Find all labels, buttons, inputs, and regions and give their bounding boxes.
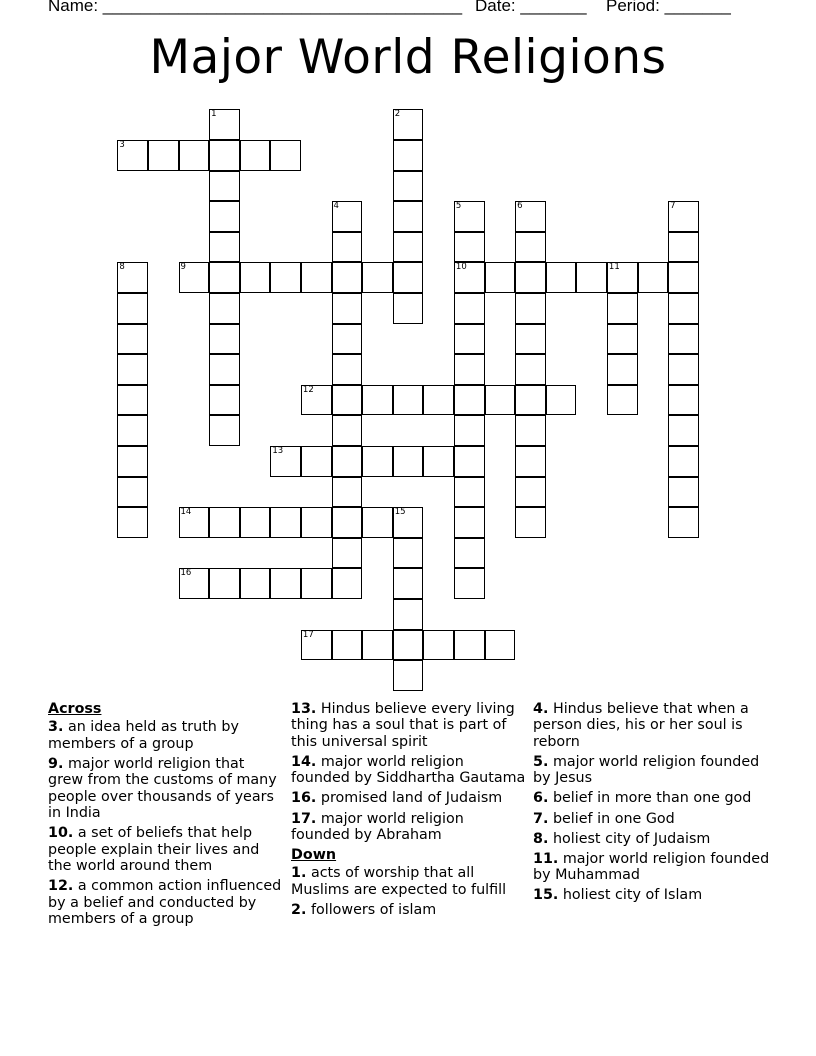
crossword-cell[interactable]: [332, 568, 363, 599]
crossword-cell[interactable]: [362, 385, 393, 416]
crossword-cell[interactable]: [454, 507, 485, 538]
clue-down-1: 1. acts of worship that all Muslims are expected to fulfill: [291, 865, 507, 898]
crossword-cell[interactable]: [117, 446, 148, 477]
crossword-cell[interactable]: [515, 354, 546, 385]
crossword-cell[interactable]: [454, 201, 485, 232]
clue-down-4: 4. Hindus believe that when a person dies, his or her soul is reborn: [533, 701, 749, 750]
crossword-cell[interactable]: [668, 477, 699, 508]
down-heading: Down: [291, 847, 337, 863]
crossword-cell[interactable]: [393, 140, 424, 171]
crossword-cell[interactable]: [179, 507, 210, 538]
crossword-cell[interactable]: [301, 385, 332, 416]
clue-number: 14: [180, 507, 192, 518]
crossword-cell[interactable]: [332, 477, 363, 508]
name-field-label[interactable]: Name: ______________________________________: [48, 0, 463, 15]
crossword-cell[interactable]: [332, 415, 363, 446]
crossword-cell[interactable]: [332, 538, 363, 569]
crossword-cell[interactable]: [393, 171, 424, 202]
crossword-cell[interactable]: [209, 171, 240, 202]
crossword-cell[interactable]: [240, 262, 271, 293]
crossword-cell[interactable]: [209, 262, 240, 293]
clue-across-13: 13. Hindus believe every living thing has a soul that is part of this universal spirit: [291, 701, 515, 750]
clues-column-1: [48, 701, 284, 931]
crossword-cell[interactable]: [301, 446, 332, 477]
crossword-cell[interactable]: [332, 630, 363, 661]
crossword-cell[interactable]: [515, 507, 546, 538]
crossword-cell[interactable]: [393, 599, 424, 630]
clue-down-8: 8. holiest city of Judaism: [533, 830, 711, 847]
crossword-cell[interactable]: [393, 262, 424, 293]
crossword-cell[interactable]: [179, 568, 210, 599]
crossword-cell[interactable]: [332, 507, 363, 538]
crossword-cell[interactable]: [117, 385, 148, 416]
clue-across-9: 9. major world religion that grew from the customs of many people over thousands of years in India: [48, 755, 277, 822]
clue-number: 6: [517, 201, 523, 212]
crossword-cell[interactable]: [454, 538, 485, 569]
crossword-cell[interactable]: [301, 262, 332, 293]
crossword-cell[interactable]: [270, 568, 301, 599]
crossword-cell[interactable]: [301, 630, 332, 661]
clue-number: 2: [394, 109, 401, 120]
crossword-cell[interactable]: [362, 630, 393, 661]
crossword-cell[interactable]: [270, 140, 301, 171]
crossword-cell[interactable]: [117, 477, 148, 508]
crossword-cell[interactable]: [454, 446, 485, 477]
page-title: Major World Religions: [149, 30, 667, 85]
crossword-cell[interactable]: [638, 262, 669, 293]
crossword-cell[interactable]: [454, 415, 485, 446]
crossword-cell[interactable]: [209, 415, 240, 446]
crossword-cell[interactable]: [668, 293, 699, 324]
crossword-cell[interactable]: [270, 446, 301, 477]
crossword-cell[interactable]: [576, 262, 607, 293]
crossword-cell[interactable]: [454, 324, 485, 355]
crossword-cell[interactable]: [607, 385, 638, 416]
crossword-cell[interactable]: [668, 507, 699, 538]
clue-number: 7: [670, 201, 676, 212]
clue-down-6: 6. belief in more than one god: [533, 790, 752, 807]
crossword-cell[interactable]: [179, 262, 210, 293]
crossword-cell[interactable]: [393, 109, 424, 140]
crossword-cell[interactable]: [209, 324, 240, 355]
date-field-label[interactable]: Date: _______: [475, 0, 587, 15]
crossword-cell[interactable]: [515, 232, 546, 263]
crossword-cell[interactable]: [454, 568, 485, 599]
crossword-cell[interactable]: [515, 477, 546, 508]
clue-across-14: 14. major world religion founded by Siddhartha Gautama: [291, 753, 526, 787]
crossword-cell[interactable]: [393, 446, 424, 477]
crossword-cell[interactable]: [454, 262, 485, 293]
crossword-cell[interactable]: [209, 109, 240, 140]
crossword-cell[interactable]: [301, 507, 332, 538]
crossword-cell[interactable]: [393, 385, 424, 416]
clue-across-3: 3. an idea held as truth by members of a group: [48, 719, 239, 752]
crossword-cell[interactable]: [393, 630, 424, 661]
crossword-cell[interactable]: [393, 293, 424, 324]
crossword-cell[interactable]: [332, 262, 363, 293]
crossword-cell[interactable]: [607, 262, 638, 293]
crossword-cell[interactable]: [209, 293, 240, 324]
crossword-cell[interactable]: [423, 630, 454, 661]
clue-number: 17: [302, 629, 314, 640]
crossword-cell[interactable]: [515, 262, 546, 293]
crossword-cell[interactable]: [393, 232, 424, 263]
crossword-cell[interactable]: [515, 293, 546, 324]
crossword-cell[interactable]: [485, 262, 516, 293]
crossword-cell[interactable]: [668, 262, 699, 293]
crossword-cell[interactable]: [117, 324, 148, 355]
crossword-cell[interactable]: [454, 477, 485, 508]
crossword-cell[interactable]: [454, 630, 485, 661]
clue-across-17: 17. major world religion founded by Abraham: [291, 810, 464, 843]
crossword-cell[interactable]: [393, 568, 424, 599]
clue-number: 1: [211, 109, 217, 120]
crossword-cell[interactable]: [515, 415, 546, 446]
crossword-cell[interactable]: [393, 538, 424, 569]
crossword-cell[interactable]: [607, 354, 638, 385]
clue-number: 4: [333, 201, 339, 212]
crossword-cell[interactable]: [209, 507, 240, 538]
clues-column-3: [533, 701, 773, 907]
crossword-cell[interactable]: [546, 262, 577, 293]
clue-number: 3: [119, 139, 125, 150]
crossword-cell[interactable]: [485, 385, 516, 416]
period-field-label[interactable]: Period: _______: [606, 0, 731, 15]
crossword-cell[interactable]: [668, 201, 699, 232]
crossword-cell[interactable]: [270, 262, 301, 293]
across-heading: Across: [48, 701, 102, 717]
clue-number: 12: [302, 384, 314, 395]
crossword-cell[interactable]: [332, 232, 363, 263]
clue-number: 5: [455, 201, 462, 212]
crossword-cell[interactable]: [668, 385, 699, 416]
crossword-cell[interactable]: [668, 354, 699, 385]
crossword-cell[interactable]: [209, 354, 240, 385]
crossword-cell[interactable]: [270, 507, 301, 538]
clue-across-16: 16. promised land of Judaism: [291, 790, 503, 807]
crossword-cell[interactable]: [117, 262, 148, 293]
clue-number: 15: [394, 507, 406, 518]
crossword-cell[interactable]: [117, 507, 148, 538]
clue-down-5: 5. major world religion founded by Jesus: [533, 753, 760, 787]
crossword-cell[interactable]: [362, 446, 393, 477]
crossword-cell[interactable]: [148, 140, 179, 171]
crossword-cell[interactable]: [209, 201, 240, 232]
crossword-cell[interactable]: [668, 415, 699, 446]
crossword-cell[interactable]: [240, 568, 271, 599]
crossword-cell[interactable]: [209, 140, 240, 171]
crossword-cell[interactable]: [301, 568, 332, 599]
crossword-cell[interactable]: [332, 324, 363, 355]
crossword-cell[interactable]: [179, 140, 210, 171]
crossword-cell[interactable]: [454, 385, 485, 416]
clue-across-12: 12. a common action influenced by a belief and conducted by members of a group: [48, 878, 282, 927]
clue-down-2: 2. followers of islam: [291, 901, 437, 918]
crossword-cell[interactable]: [117, 415, 148, 446]
crossword-cell[interactable]: [668, 324, 699, 355]
clue-number: 16: [180, 568, 192, 579]
clue-across-10: 10. a set of beliefs that help people explain their lives and the world around them: [48, 825, 260, 875]
crossword-cell[interactable]: [668, 446, 699, 477]
crossword-cell[interactable]: [117, 140, 148, 171]
crossword-cell[interactable]: [454, 232, 485, 263]
clue-down-11: 11. major world religion founded by Muhammad: [533, 850, 770, 884]
crossword-cell[interactable]: [546, 385, 577, 416]
crossword-cell[interactable]: [668, 232, 699, 263]
crossword-cell[interactable]: [332, 446, 363, 477]
crossword-cell[interactable]: [362, 262, 393, 293]
clue-down-7: 7. belief in one God: [533, 810, 675, 827]
crossword-cell[interactable]: [454, 293, 485, 324]
clue-down-15: 15. holiest city of Islam: [533, 887, 703, 904]
clue-number: 10: [455, 262, 467, 273]
crossword-cell[interactable]: [240, 140, 271, 171]
crossword-cell[interactable]: [393, 201, 424, 232]
crossword-cell[interactable]: [393, 507, 424, 538]
crossword-cell[interactable]: [423, 446, 454, 477]
crossword-cell[interactable]: [423, 385, 454, 416]
clues-column-2: [291, 701, 527, 922]
crossword-cell[interactable]: [332, 354, 363, 385]
crossword-cell[interactable]: [607, 293, 638, 324]
crossword-cell[interactable]: [209, 385, 240, 416]
crossword-cell[interactable]: [515, 385, 546, 416]
crossword-cell[interactable]: [209, 568, 240, 599]
crossword-cell[interactable]: [393, 660, 424, 691]
crossword-cell[interactable]: [117, 293, 148, 324]
clue-number: 11: [608, 262, 620, 273]
crossword-cell[interactable]: [332, 385, 363, 416]
crossword-cell[interactable]: [332, 293, 363, 324]
crossword-cell[interactable]: [240, 507, 271, 538]
crossword-cell[interactable]: [117, 354, 148, 385]
crossword-cell[interactable]: [209, 232, 240, 263]
crossword-cell[interactable]: [515, 324, 546, 355]
clue-number: 13: [272, 445, 284, 456]
crossword-cell[interactable]: [607, 324, 638, 355]
crossword-cell[interactable]: [515, 446, 546, 477]
crossword-cell[interactable]: [515, 201, 546, 232]
crossword-cell[interactable]: [454, 354, 485, 385]
crossword-cell[interactable]: [362, 507, 393, 538]
clue-number: 8: [119, 262, 125, 273]
crossword-cell[interactable]: [485, 630, 516, 661]
crossword-cell[interactable]: [332, 201, 363, 232]
clue-number: 9: [180, 262, 186, 273]
